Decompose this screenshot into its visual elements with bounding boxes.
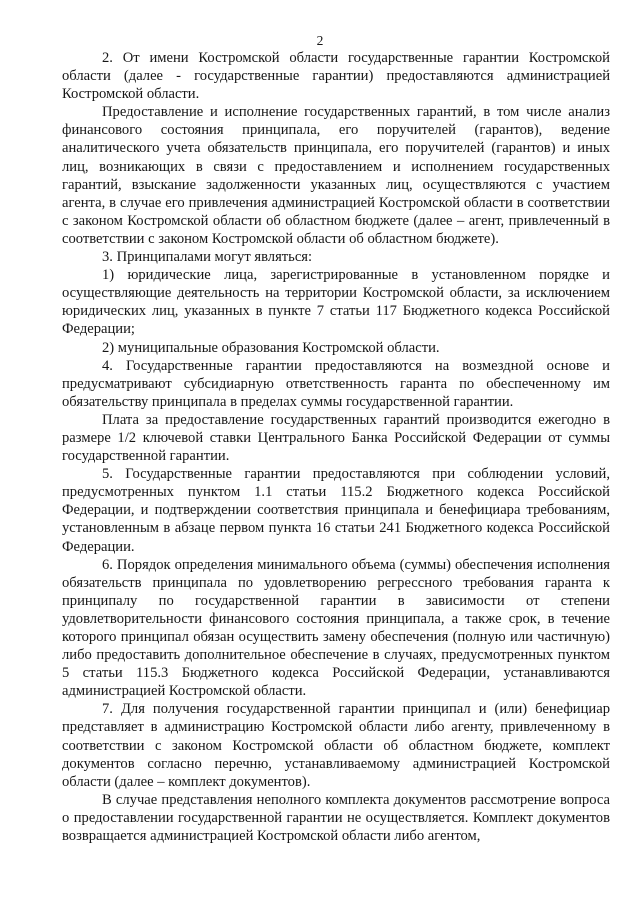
paragraph-3-item-1: 1) юридические лица, зарегистрированные в установленном порядке и осуществляющие деятельность на территории Костромской области, за исключением юридических лиц, указанных в пункте 7 статьи 117 Бюджетного кодекса Российской Федерации; (62, 267, 610, 338)
document-body (62, 49, 610, 845)
paragraph-3-item-2: 2) муниципальные образования Костромской области. (102, 339, 440, 356)
paragraph-7-incomplete: В случае представления неполного комплекта документов рассмотрение вопроса о предоставлении государственной гарантии не осуществляется. Комплект документов возвращается администрацией Костромской области либо агентом, (62, 791, 610, 845)
paragraph-3: 3. Принципалами могут являться: (102, 249, 313, 266)
paragraph-2: 2. От имени Костромской области государственные гарантии Костромской области (далее - государственные гарантии) предоставляются администрацией Костромской области. (62, 50, 610, 103)
paragraph-5: 5. Государственные гарантии предоставляются при соблюдении условий, предусмотренных пунктом 1.1 статьи 115.2 Бюджетного кодекса Российской Федерации, и подтверждении соответствия принципала и бенефициара требованиям, установленным в абзаце первом пункта 16 статьи 241 Бюджетного кодекса Российской Федерации. (62, 466, 610, 555)
paragraph-6: 6. Порядок определения минимального объема (суммы) обеспечения исполнения обязательств принципала по удовлетворению регрессного требования гаранта к принципалу по государственной гарантии в зависимости от степени удовлетворительности финансового состояния принципала, а также срок, в течение которого принципал обязан осуществить замену обеспечения (полную или частичную) либо предоставить дополнительное обеспечение в случаях, предусмотренных пунктом 5 статьи 115.3 Бюджетного кодекса Российской Федерации, устанавливаются администрацией Костромской области. (62, 556, 610, 700)
paragraph-7: 7. Для получения государственной гарантии принципал и (или) бенефициар представляет в администрацию Костромской области либо агенту, привлеченному в соответствии с законом Костромской области об областном бюджете, комплект документов согласно перечню, устанавливаемому администрацией Костромской области (далее – комплект документов). (62, 701, 610, 790)
paragraph-2-provision: Предоставление и исполнение государственных гарантий, в том числе анализ финансового состояния принципала, его поручителей (гарантов), ведение аналитического учета обязательств принципала, его поручителей (гарантов) и иных лиц, возникающих в связи с предоставлением и исполнением государственных гарантий, взыскание задолженности указанных лиц, осуществляются с участием агента, в случае его привлечения администрацией Костромской области в соответствии с законом Костромской области об областном бюджете (далее – агент, привлеченный в соответствии с законом Костромской области об областном бюджете). (62, 104, 610, 247)
paragraph-4: 4. Государственные гарантии предоставляются на возмездной основе и предусматривают субсидиарную ответственность гаранта по обеспеченному им обязательству принципала в пределах суммы государственной гарантии. (62, 357, 610, 410)
page-number: 2 (316, 33, 324, 48)
paragraph-4-fee: Плата за предоставление государственных гарантий производится ежегодно в размере 1/2 ключевой ставки Центрального Банка Российской Федерации от суммы государственной гарантии. (62, 411, 610, 465)
